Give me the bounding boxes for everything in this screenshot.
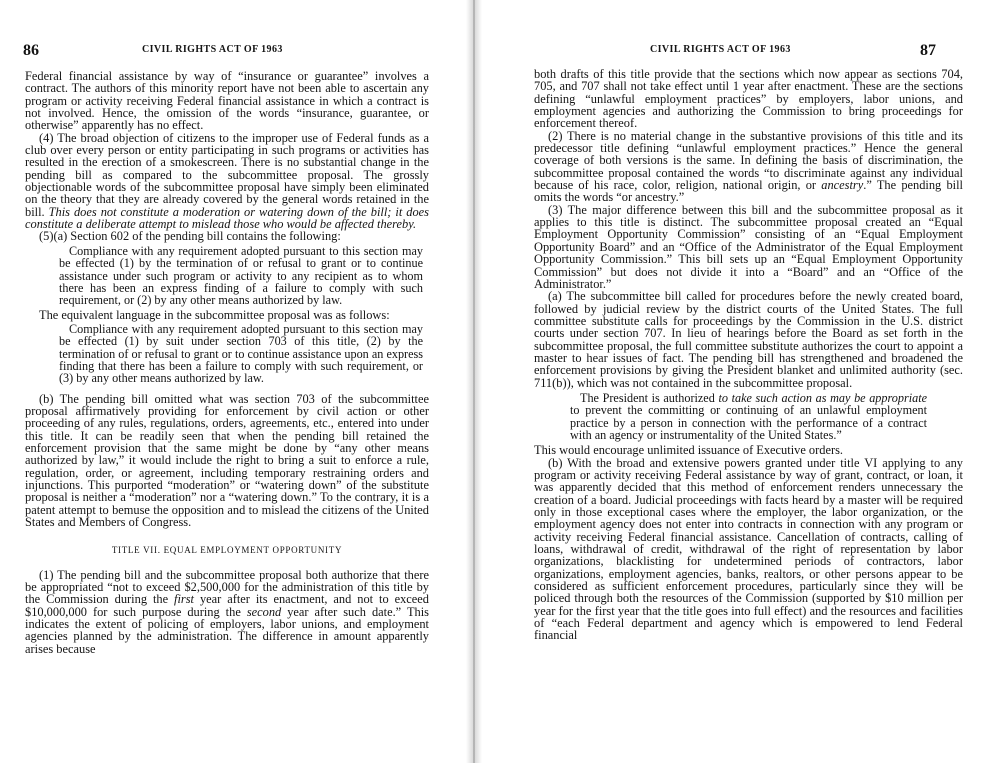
paragraph: (3) The major difference between this bill and the subcommittee proposal as it applies to this title is distinct. The subcommittee proposal created an “Equal Employment Opportunity Commission” consisting of an “Equal Employment Opportunity Board” and an “Office of the Administrator of the Equal Employment Opportunity Commission.” This bill sets up an “Equal Employment Opportunity Commission” but does not divide it into a “Board” and an “Office of the Administrator.”	[534, 202, 963, 291]
block-quote: Compliance with any requirement adopted pursuant to this section may be effected (1) by the termination of or refusal to grant or to continue assistance under such program or activity to any recipient as to whom there has been an express finding of a failure to comply with such requirement, or (2) by any other means authorized by law.	[59, 243, 423, 308]
paragraph: (5)(a) Section 602 of the pending bill contains the following:	[39, 229, 341, 244]
page-number: 86	[23, 42, 39, 59]
paragraph-text: .” The pending bill omits the words “or ancestry.”	[534, 178, 963, 205]
paragraph	[534, 130, 963, 204]
right-page	[482, 0, 990, 763]
running-head: CIVIL RIGHTS ACT OF 1963	[142, 44, 283, 55]
page-number: 87	[920, 42, 936, 59]
block-quote	[570, 392, 927, 441]
right-page-text	[534, 68, 963, 642]
paragraph: The equivalent language in the subcommittee proposal was as follows:	[39, 307, 390, 322]
italic-emphasis: first	[174, 592, 195, 607]
italic-emphasis: second	[246, 604, 282, 619]
paragraph: (b) The pending bill omitted what was section 703 of the subcommittee proposal affirmatively providing for enforcement by civil action or other proceeding of any rules, regulations, orders, agreements, etc., entered into under this title. It can be readily seen that when the pending bill retained the enforcement provision that the same might be done by “any other means authorized by law,” it would include the right to bring a suit to enforce a rule, regulation, order, or agreement, including temporary restraining orders and injunctions. This purported “moderation” or “watering down” of the substitute proposal is neither a “moderation” nor a “watering down.” To the contrary, it is a patent attempt to bemuse the opposition and to mislead the citizens of the United States and Members of Congress.	[25, 391, 429, 530]
italic-emphasis: ancestry	[821, 178, 864, 193]
paragraph-text: (2) There is no material change in the substantive provisions of this title and its predecessor title defining “unlawful employment practices.” Hence the general coverage of both versions is the same. In defining the basis of discrimination, the subcommittee proposal contained the words “to discriminate against any individual because of his race, color, religion, national origin, or	[534, 128, 963, 193]
paragraph	[25, 569, 429, 655]
paragraph: (a) The subcommittee bill called for procedures before the newly created board, followed by judicial review by the district courts of the United States. The full committee substitute calls for proceedings by the Commission in the U.S. district courts under section 707. In lieu of hearings before the Board as set forth in the subcommittee proposal, the full committee substitute authorizes the court to appoint a master to hear issues of fact. The pending bill has strengthened and broadened the enforcement provisions by giving the President blanket and unlimited authority (sec. 711(b)), which was not contained in the subcommittee proposal.	[534, 289, 963, 390]
paragraph: Federal financial assistance by way of “insurance or guarantee” involves a contract. The authors of this minority report have not been able to ascertain any program or activity receiving Federal financial assistance in which a contract is not involved. Hence, the omission of the words “insurance, guarantee, or otherwise” apparently has no effect.	[25, 69, 429, 133]
italic-emphasis: This does not constitute a moderation or watering down of the bill; it does constitute a deliberate attempt to mislead those who would be affected thereby.	[25, 204, 429, 232]
book-gutter	[466, 0, 482, 763]
paragraph-text: year after its enactment, and not to exceed $10,000,000 for such purpose during the	[25, 592, 429, 619]
paragraph-text: (1) The pending bill and the subcommittee proposal both authorize that there be appropriated “not to exceed $2,500,000 for the administration of this title by the Commission during the	[25, 567, 429, 607]
paragraph	[25, 132, 429, 231]
left-page-text	[25, 70, 429, 655]
italic-emphasis: to take such action as may be appropriate	[718, 390, 927, 405]
block-quote: Compliance with any requirement adopted pursuant to this section may be effected (1) by suit under section 703 of this title, (2) by the termination of or refusal to grant or to continue assistance upon an express finding that there has been a failure to comply with such requirement, or (3) by any other means authorized by law.	[59, 321, 423, 386]
paragraph-text: year after such date.” This indicates the extent of policing of employers, labor unions, and employment agencies planned by the administration. The difference in amount apparently arises because	[25, 604, 429, 656]
left-page	[0, 0, 466, 763]
running-head: CIVIL RIGHTS ACT OF 1963	[650, 44, 791, 55]
paragraph: This would encourage unlimited issuance of Executive orders.	[534, 443, 843, 458]
quote-text: to prevent the committing or continuing of an unlawful employment practice by a person in connection with the performance of a contract with an agency or instrumentality of the United States.”	[570, 403, 927, 442]
paragraph-text: (4) The broad objection of citizens to the improper use of Federal funds as a club over every person or entity participating in such programs or activities has resulted in the erection of a smokescreen. There is no substantial change in the pending bill as compared to the subcommittee proposal. The grossly objectionable words of the subcommittee proposal have simply been eliminated on the theory that they are already covered by the general words retained in the bill.	[25, 130, 429, 219]
paragraph: (b) With the broad and extensive powers granted under title VI applying to any program or activity receiving Federal assistance by way of grant, contract, or loan, it was apparently decided that this method of enforcement renders unnecessary the creation of a board. Judicial proceedings with facts heard by a master will be required only in those exceptional cases where the employer, the labor organization, or the employment agency does not enter into contracts in connection with any program or activity receiving Federal financial assistance. Cancellation of contracts, calling of loans, withdrawal of credit, withdrawal of the right of representation by labor organizations, blacklisting for undetermined periods of contractors, labor organizations, employment agencies, banks, realtors, or other persons appear to be considered as sufficient enforcement procedures, particularly since they will be policed through both the resources of the Commission (supported by $10 million per year for the first year that the title goes into full effect) and the resources and facilities of “each Federal department and agency which is empowered to lend Federal financial	[534, 455, 963, 643]
section-heading: TITLE VII. EQUAL EMPLOYMENT OPPORTUNITY	[111, 545, 343, 556]
quote-text: The President is authorized	[580, 390, 719, 405]
paragraph: both drafts of this title provide that the sections which now appear as sections 704, 705, and 707 shall not take effect until 1 year after enactment. These are the sections defining “unlawful employment practices” by employers, labor unions, and employment agencies and authorizing the Commission to bring proceedings for enforcement thereof.	[534, 67, 963, 131]
